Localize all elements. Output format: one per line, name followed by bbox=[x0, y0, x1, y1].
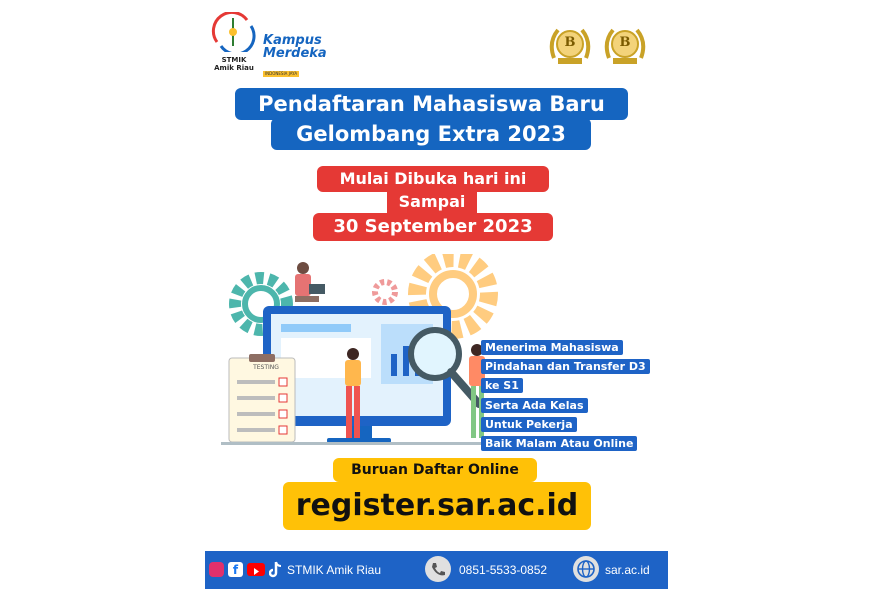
accreditation-badge-1 bbox=[546, 22, 594, 68]
period-line-2: Sampai bbox=[387, 190, 477, 214]
info-line-1: Menerima Mahasiswa bbox=[481, 340, 623, 355]
badge-letter-2: B bbox=[619, 35, 631, 50]
info-line-2: Pindahan dan Transfer D3 bbox=[481, 359, 650, 374]
title-line-1: Pendaftaran Mahasiswa Baru bbox=[235, 88, 628, 120]
register-url-link[interactable]: register.sar.ac.id bbox=[283, 482, 591, 530]
person-sitting-icon bbox=[295, 262, 325, 302]
badge-letter-1: B bbox=[564, 35, 576, 50]
contact-footer bbox=[205, 551, 668, 589]
clipboard-label: TESTING bbox=[253, 364, 279, 371]
merdeka-text: Merdeka bbox=[263, 46, 327, 61]
stmik-logo-text-1: STMIK bbox=[221, 56, 247, 64]
stmik-emblem-icon bbox=[211, 12, 257, 52]
accreditation-badge-2 bbox=[601, 22, 649, 68]
title-line-2: Gelombang Extra 2023 bbox=[271, 118, 591, 150]
info-line-3: ke S1 bbox=[481, 378, 523, 393]
website-link[interactable]: sar.ac.id bbox=[605, 563, 650, 577]
stmik-logo-text-2: Amik Riau bbox=[214, 64, 254, 72]
period-line-3: 30 September 2023 bbox=[313, 213, 553, 241]
kampus-text: Kampus bbox=[263, 33, 322, 48]
cta-label: Buruan Daftar Online bbox=[333, 458, 537, 482]
period-line-1: Mulai Dibuka hari ini bbox=[317, 166, 549, 192]
stmik-logo bbox=[211, 12, 257, 74]
registration-illustration bbox=[221, 254, 511, 454]
info-block-transfer bbox=[481, 336, 650, 393]
info-line-4: Serta Ada Kelas bbox=[481, 398, 588, 413]
phone-number[interactable]: 0851-5533-0852 bbox=[459, 563, 548, 577]
social-name: STMIK Amik Riau bbox=[287, 563, 382, 577]
phone-icon bbox=[425, 556, 451, 582]
kampus-tag: INDONESIA JAYA bbox=[265, 71, 298, 76]
red-gear-icon bbox=[375, 282, 395, 302]
facebook-icon[interactable]: f bbox=[228, 562, 243, 577]
poster bbox=[205, 0, 668, 600]
info-block-classes bbox=[481, 394, 637, 451]
kampus-merdeka-logo bbox=[263, 33, 335, 76]
youtube-icon[interactable] bbox=[247, 563, 265, 576]
instagram-icon[interactable] bbox=[209, 562, 224, 577]
info-line-6: Baik Malam Atau Online bbox=[481, 436, 637, 451]
globe-icon bbox=[573, 556, 599, 582]
tiktok-icon[interactable] bbox=[269, 561, 283, 578]
info-line-5: Untuk Pekerja bbox=[481, 417, 577, 432]
